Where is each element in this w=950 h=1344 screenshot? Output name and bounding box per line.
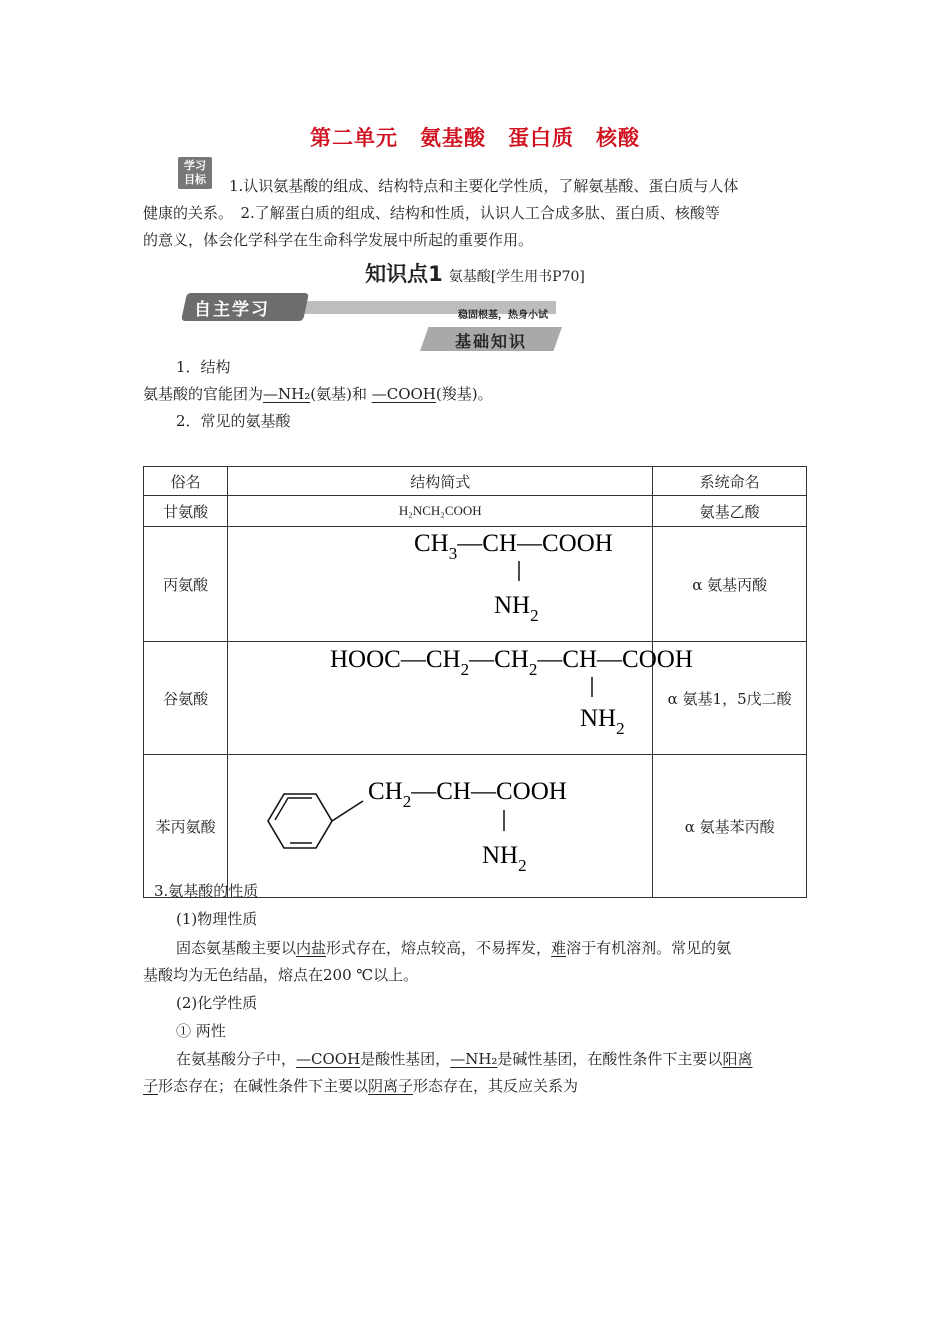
amino-acid-table	[143, 466, 807, 898]
text-run: (羧基)。	[435, 385, 493, 403]
table-row	[144, 642, 807, 755]
text-run: 是酸性基团，	[360, 1050, 451, 1068]
basic-knowledge-label: 基础知识	[454, 332, 527, 351]
table-row	[144, 755, 807, 898]
glutamic-acid-structure	[228, 642, 694, 750]
text-run: 在氨基酸分子中，	[176, 1050, 297, 1068]
answer-cooh: —COOH	[296, 1050, 361, 1068]
answer-anion: 阴离子	[368, 1077, 414, 1095]
answer-hard: 难	[551, 939, 567, 957]
banner-self-study-label: 自主学习	[194, 300, 270, 320]
knowledge-point-label: 知识点1	[365, 262, 443, 286]
title-part: 氨基酸	[420, 126, 486, 150]
common-name: 丙氨酸	[144, 527, 228, 642]
amphoteric-line-1	[176, 1046, 752, 1073]
phenylalanine-structure	[228, 755, 652, 893]
common-name: 谷氨酸	[144, 642, 228, 755]
common-name: 甘氨酸	[144, 496, 228, 527]
answer-cation: 阳离	[722, 1050, 753, 1068]
section-heading: 1．结构	[176, 358, 231, 376]
knowledge-point-subtitle: 氨基酸[学生用书P70]	[448, 269, 585, 285]
page-title	[0, 122, 950, 152]
subsection-heading: (1)物理性质	[176, 910, 258, 928]
title-part: 蛋白质	[508, 126, 574, 150]
system-name: α 氨基苯丙酸	[653, 755, 807, 898]
table-header: 结构简式	[228, 467, 653, 496]
knowledge-point-heading	[0, 258, 950, 288]
text-run: 固态氨基酸主要以	[176, 939, 297, 957]
formula-text: $HOOC—CH_2—CH_2—CH—COOH$	[330, 646, 694, 679]
physical-properties-line-2: 基酸均为无色结晶，熔点在200 ℃以上。	[143, 966, 419, 984]
text-run: 是碱性基团，在酸性条件下主要以	[497, 1050, 723, 1068]
basic-knowledge-banner	[420, 327, 562, 351]
amphoteric-line-2	[143, 1073, 578, 1100]
objectives-badge	[178, 157, 212, 189]
system-name: α 氨基丙酸	[653, 527, 807, 642]
formula-cell: H₂NCH₂COOH	[228, 496, 653, 527]
table-header-row	[144, 467, 807, 496]
alanine-structure	[228, 527, 652, 637]
bond-line	[332, 801, 363, 821]
title-part: 核酸	[596, 126, 640, 150]
table-header: 俗名	[144, 467, 228, 496]
answer-nh2: —NH₂	[450, 1050, 498, 1068]
system-name: 氨基乙酸	[653, 496, 807, 527]
banner-slogan: 稳固根基，热身小试	[458, 310, 548, 321]
answer-cooh: —COOH	[371, 385, 436, 403]
answer-nh2: —NH₂	[263, 385, 311, 403]
formula-text: $CH_2—CH—COOH$	[368, 778, 568, 811]
formula-cell	[228, 527, 653, 642]
physical-properties-line-1	[176, 935, 731, 962]
text-run: 形式存在，熔点较高，不易挥发，	[326, 939, 552, 957]
objectives-line-2: 健康的关系。 2.了解蛋白质的组成、结构和性质，认识人工合成多肽、蛋白质、核酸等	[143, 204, 720, 222]
answer-inner-salt: 内盐	[296, 939, 327, 957]
system-name: α 氨基1，5戊二酸	[653, 642, 807, 755]
section-heading: 2．常见的氨基酸	[176, 412, 291, 430]
text-run: (氨基)和	[310, 385, 372, 403]
table-row	[144, 496, 807, 527]
answer-cation: 子	[143, 1077, 159, 1095]
table-header: 系统命名	[653, 467, 807, 496]
text-run: 形态存在；在碱性条件下主要以	[158, 1077, 369, 1095]
formula-text: $NH_2$	[580, 705, 625, 738]
text-run: 溶于有机溶剂。常见的氨	[566, 939, 732, 957]
formula-text: $CH_3—CH—COOH$	[414, 530, 614, 563]
subsection-heading: (2)化学性质	[176, 994, 258, 1012]
objectives-line-3: 的意义，体会化学科学在生命科学发展中所起的重要作用。	[143, 231, 534, 249]
subsection-heading: ① 两性	[176, 1022, 226, 1040]
text-run: 形态存在，其反应关系为	[413, 1077, 579, 1095]
formula-cell	[228, 642, 694, 755]
formula-cell	[228, 755, 653, 898]
self-study-banner	[184, 293, 558, 321]
text-run: 氨基酸的官能团为	[143, 385, 264, 403]
badge-line: 学习	[184, 159, 206, 172]
banner-bar	[294, 301, 556, 321]
table-row	[144, 527, 807, 642]
section-heading: 3.氨基酸的性质	[154, 882, 259, 900]
formula-text: $NH_2$	[482, 842, 527, 875]
title-part: 第二单元	[310, 126, 398, 150]
section1-text	[143, 381, 493, 408]
benzene-ring	[268, 794, 332, 848]
badge-line: 目标	[184, 173, 206, 186]
formula-text: $NH_2$	[494, 592, 539, 625]
common-name: 苯丙氨酸	[144, 755, 228, 898]
objectives-line-1: 1.认识氨基酸的组成、结构特点和主要化学性质，了解氨基酸、蛋白质与人体	[229, 177, 739, 195]
